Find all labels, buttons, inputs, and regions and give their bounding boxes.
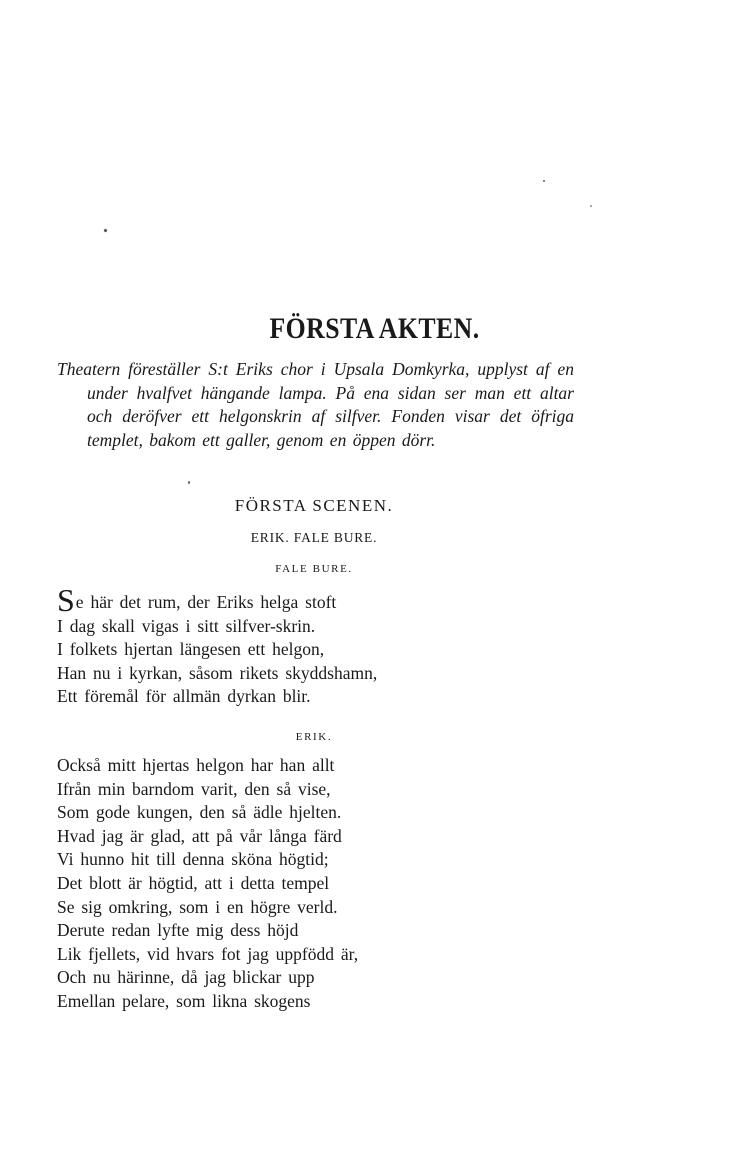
speech-fale-bure bbox=[57, 582, 477, 709]
verse-line: Ett föremål för allmän dyrkan blir. bbox=[57, 686, 311, 707]
scan-speck bbox=[188, 481, 190, 484]
verse-line: Lik fjellets, vid hvars fot jag uppfödd är, bbox=[57, 943, 359, 964]
speaker-fale-bure: FALE BURE. bbox=[275, 563, 353, 575]
scan-speck bbox=[590, 205, 592, 207]
verse-line: Se här det rum, der Eriks helga stoft bbox=[57, 582, 337, 618]
verse-line: Som gode kungen, den så ädle hjelten. bbox=[57, 802, 342, 823]
verse-line: Han nu i kyrkan, såsom rikets skyddshamn, bbox=[57, 662, 378, 683]
scene-title: FÖRSTA SCENEN. bbox=[234, 496, 394, 515]
verse-line: Och nu härinne, då jag blickar upp bbox=[57, 967, 315, 988]
scan-speck bbox=[103, 228, 107, 232]
speaker-erik: ERIK. bbox=[295, 731, 333, 743]
speech-erik bbox=[57, 754, 477, 1014]
cast-list: ERIK. FALE BURE. bbox=[250, 530, 378, 545]
verse-line: Hvad jag är glad, att på vår långa färd bbox=[57, 825, 342, 846]
verse-line: Det blott är högtid, att i detta tempel bbox=[57, 872, 330, 893]
stage-direction: Theatern föreställer S:t Eriks chor i Upsala Domkyrka, upplyst af en under hvalfvet hängande lampa. På ena sidan ser man ett altar och deröfver ett helgonskrin af silfver. Fonden visar det öfriga templet, bakom ett galler, genom en öppen dörr. bbox=[57, 359, 574, 450]
verse-line: Ifrån min barndom varit, den så vise, bbox=[57, 778, 331, 799]
scan-speck bbox=[543, 180, 545, 182]
verse-line: I folkets hjertan längesen ett helgon, bbox=[57, 639, 325, 660]
verse-line: Derute redan lyfte mig dess höjd bbox=[57, 920, 299, 941]
verse-line: Vi hunno hit till denna sköna högtid; bbox=[57, 849, 329, 870]
verse-line: Emellan pelare, som likna skogens bbox=[57, 990, 311, 1011]
verse-line: I dag skall vigas i sitt silfver-skrin. bbox=[57, 615, 316, 636]
act-title: FÖRSTA AKTEN. bbox=[269, 312, 480, 345]
verse-line: Se sig omkring, som i en högre verld. bbox=[57, 896, 338, 917]
verse-line: Också mitt hjertas helgon har han allt bbox=[57, 755, 335, 775]
drop-cap: S bbox=[57, 582, 75, 618]
